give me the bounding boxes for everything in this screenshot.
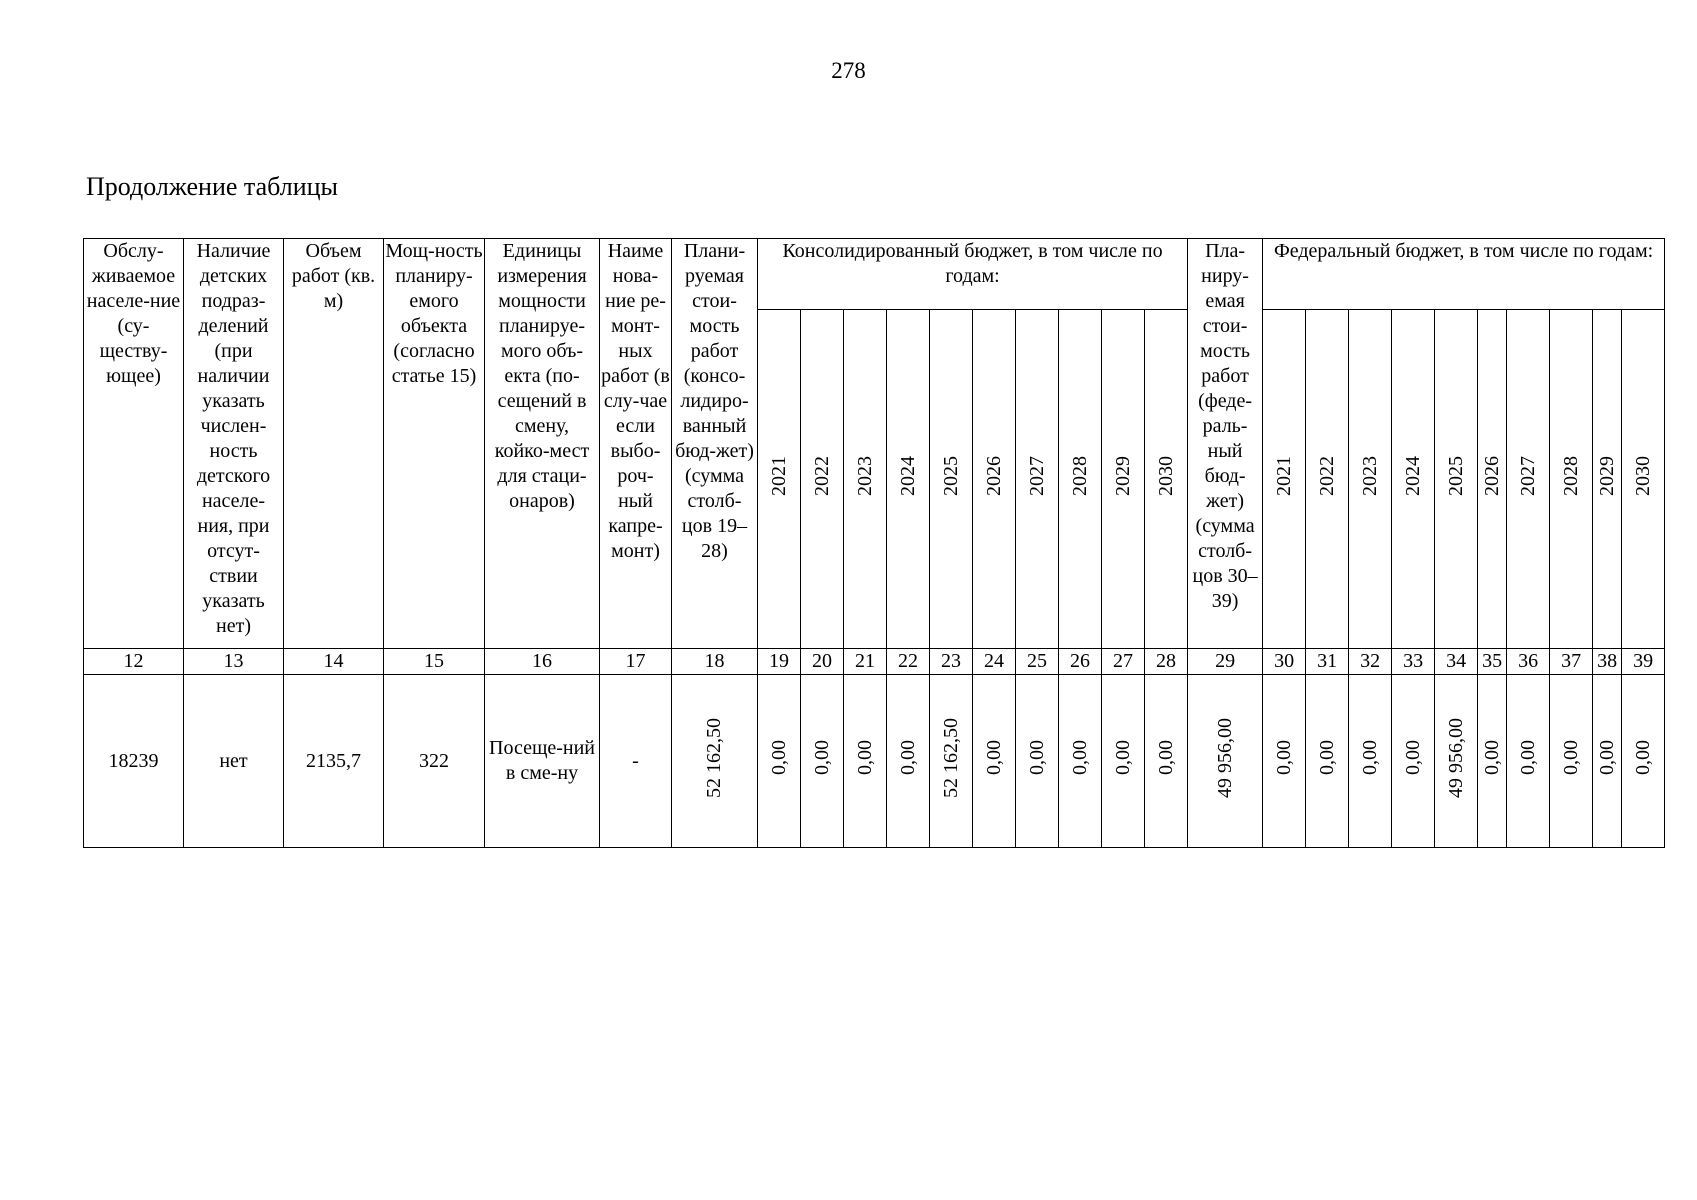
column-number: 16 [485,649,600,675]
year-header: 2028 [1550,310,1593,649]
year-header: 2028 [1059,310,1102,649]
year-header: 2029 [1593,310,1622,649]
year-header: 2022 [1306,310,1349,649]
cell-consolidated-year: 0,00 [887,675,930,848]
year-header: 2025 [930,310,973,649]
column-number: 33 [1392,649,1435,675]
column-number: 32 [1349,649,1392,675]
column-number: 20 [801,649,844,675]
cell-consolidated-year: 0,00 [1059,675,1102,848]
column-number: 31 [1306,649,1349,675]
column-number: 39 [1622,649,1665,675]
column-number: 34 [1435,649,1478,675]
column-number-row [84,649,1665,675]
cell-planned-cost-federal: 49 956,00 [1188,675,1263,848]
cell-children-units: нет [184,675,284,848]
year-header: 2021 [1263,310,1306,649]
column-number: 21 [844,649,887,675]
cell-consolidated-year: 0,00 [973,675,1016,848]
header-work-volume: Объем работ (кв. м) [284,239,384,649]
year-header: 2026 [973,310,1016,649]
column-number: 38 [1593,649,1622,675]
column-number: 18 [672,649,758,675]
header-capacity: Мощ-ность планиру-емого объекта (согласно статье 15) [384,239,485,649]
cell-federal-year: 0,00 [1392,675,1435,848]
page-number: 278 [831,58,866,83]
cell-federal-year: 49 956,00 [1435,675,1478,848]
column-number: 12 [84,649,184,675]
cell-consolidated-year: 0,00 [1145,675,1188,848]
cell-consolidated-year: 0,00 [1102,675,1145,848]
column-number: 23 [930,649,973,675]
cell-consolidated-year: 0,00 [758,675,801,848]
budget-table [83,238,1665,848]
column-number: 14 [284,649,384,675]
column-number: 15 [384,649,485,675]
column-number: 19 [758,649,801,675]
cell-federal-year: 0,00 [1263,675,1306,848]
cell-federal-year: 0,00 [1593,675,1622,848]
cell-federal-year: 0,00 [1478,675,1507,848]
cell-consolidated-year: 52 162,50 [930,675,973,848]
column-number: 28 [1145,649,1188,675]
column-number: 17 [600,649,672,675]
column-number: 22 [887,649,930,675]
cell-consolidated-year: 0,00 [1016,675,1059,848]
year-header: 2023 [844,310,887,649]
column-number: 36 [1507,649,1550,675]
header-planned-cost-consolidated: Плани-руемая стои-мость работ (консо-лидиро-ванный бюд-жет) (сумма столб-цов 19–28) [672,239,758,649]
column-number: 30 [1263,649,1306,675]
column-number: 37 [1550,649,1593,675]
cell-federal-year: 0,00 [1550,675,1593,848]
column-number: 24 [973,649,1016,675]
year-header: 2029 [1102,310,1145,649]
year-header: 2030 [1145,310,1188,649]
year-header: 2024 [1392,310,1435,649]
cell-capacity: 322 [384,675,485,848]
column-number: 25 [1016,649,1059,675]
header-children-units: Наличие детских подраз-делений (при наличии указать числен-ность детского населе-ния, при отсут-ствии указать нет) [184,239,284,649]
year-header: 2021 [758,310,801,649]
column-number: 26 [1059,649,1102,675]
table-caption: Продолжение таблицы [86,172,338,201]
cell-repair-works: - [600,675,672,848]
cell-served-population: 18239 [84,675,184,848]
cell-federal-year: 0,00 [1306,675,1349,848]
table-row [84,675,1665,848]
column-number: 27 [1102,649,1145,675]
year-header: 2024 [887,310,930,649]
column-number: 35 [1478,649,1507,675]
cell-consolidated-year: 0,00 [801,675,844,848]
year-header: 2027 [1016,310,1059,649]
cell-federal-year: 0,00 [1507,675,1550,848]
header-capacity-units: Единицы измерения мощности планируе-мого объ-екта (по-сещений в смену, койко-мест для стаци-онаров) [485,239,600,649]
year-header: 2030 [1622,310,1665,649]
cell-work-volume: 2135,7 [284,675,384,848]
header-consolidated-budget: Консолидированный бюджет, в том числе по годам: [758,239,1188,310]
header-planned-cost-federal: Пла-ниру-емая стои-мость работ (феде-раль-ный бюд-жет) (сумма столб-цов 30–39) [1188,239,1263,649]
cell-capacity-units: Посеще-ний в сме-ну [485,675,600,848]
header-federal-budget: Федеральный бюджет, в том числе по годам: [1263,239,1665,310]
year-header: 2026 [1478,310,1507,649]
cell-federal-year: 0,00 [1622,675,1665,848]
header-served-population: Обслу-живаемое населе-ние (су-ществу-ющее) [84,239,184,649]
cell-federal-year: 0,00 [1349,675,1392,848]
cell-planned-cost-consolidated: 52 162,50 [672,675,758,848]
header-repair-works: Наиме нова-ние ре-монт-ных работ (в слу-чае если выбо-роч-ный капре-монт) [600,239,672,649]
column-number: 13 [184,649,284,675]
year-header: 2023 [1349,310,1392,649]
year-header: 2022 [801,310,844,649]
year-header: 2025 [1435,310,1478,649]
cell-consolidated-year: 0,00 [844,675,887,848]
year-header: 2027 [1507,310,1550,649]
column-number: 29 [1188,649,1263,675]
